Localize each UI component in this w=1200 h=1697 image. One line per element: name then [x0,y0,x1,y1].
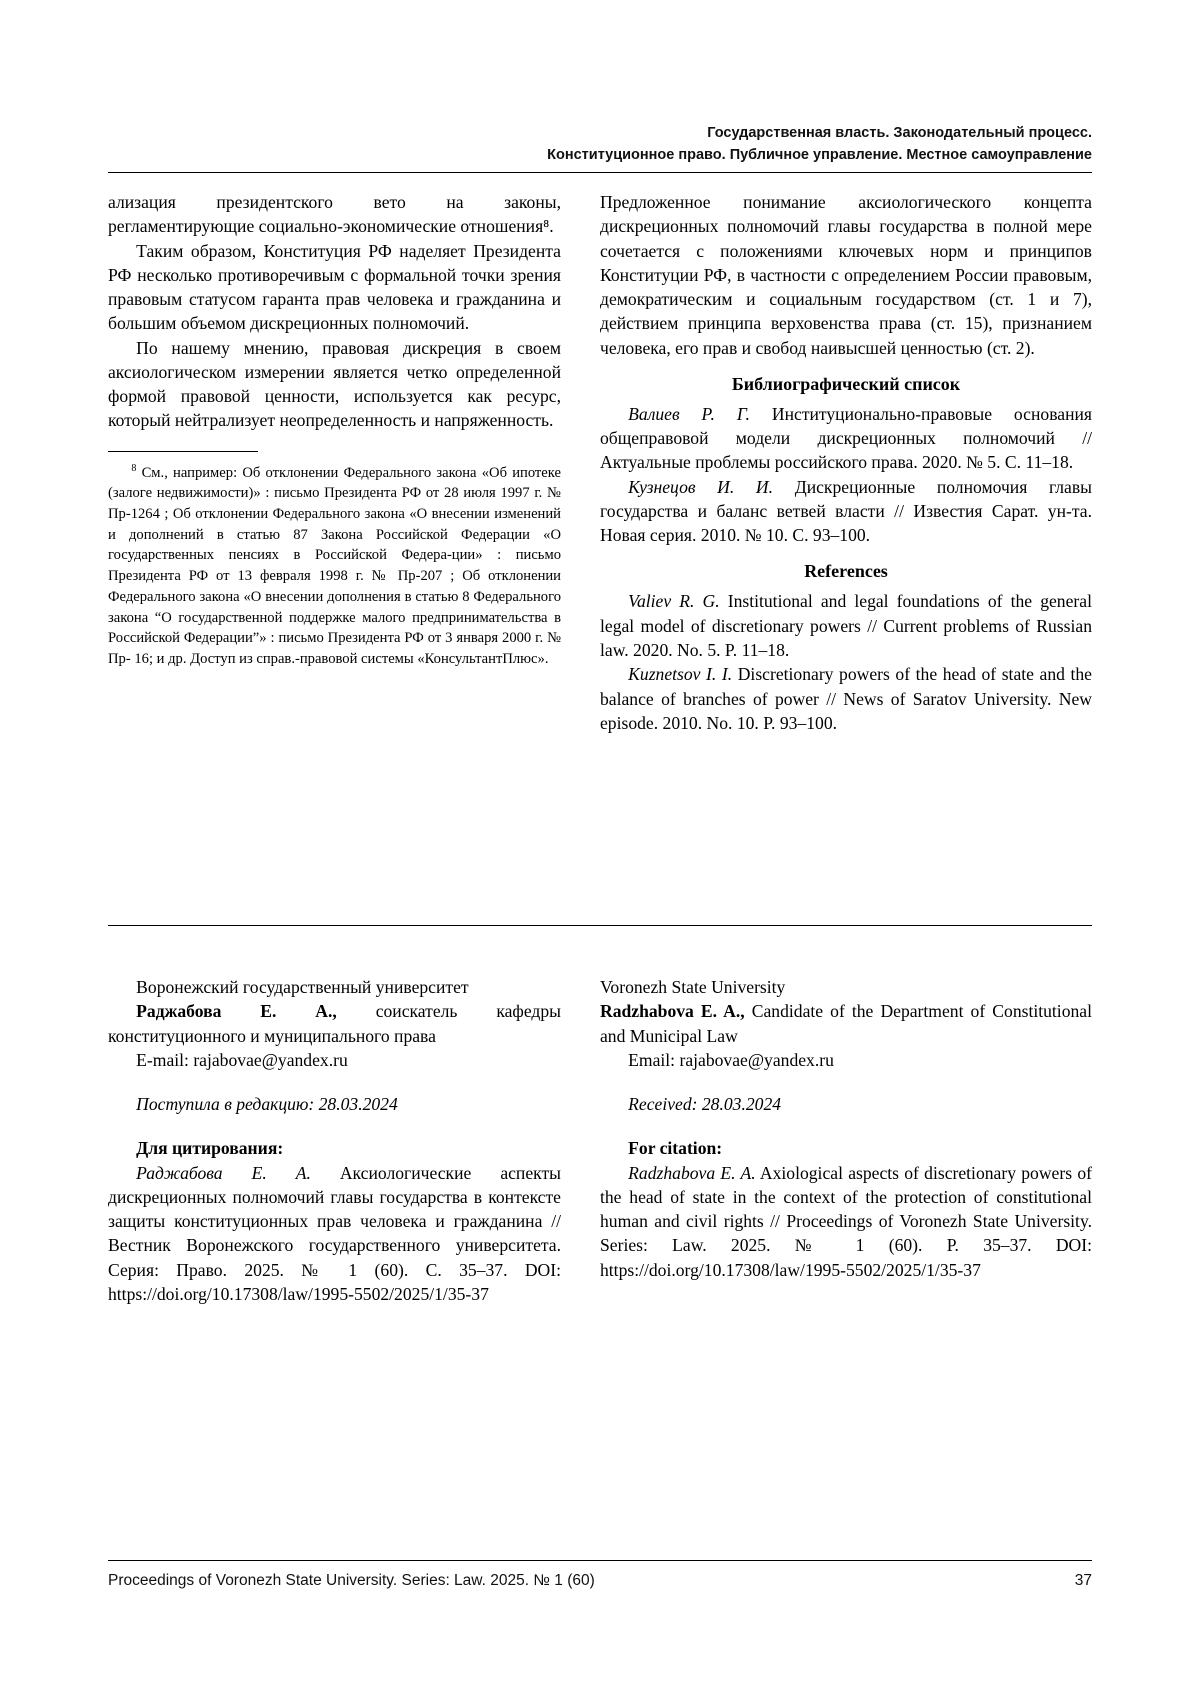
references-heading: References [804,561,888,582]
affiliation-author-line [108,999,561,1048]
affiliation-author-line [600,999,1092,1048]
running-head-line-2: Конституционное право. Публичное управление. Местное самоуправление [547,147,1092,164]
citation-heading: For citation: [628,1138,723,1159]
reference-entry-text: Institutional and legal foundations of the general legal model of discretionary powers // Current problems of Russian law. 2020. No. 5. P. 11–18. [600,591,1092,660]
running-head-line-1: Государственная власть. Законодательный процесс. [707,125,1092,141]
reference-entry [600,662,1092,735]
reference-entry-author: Valiev R. G. [628,591,720,612]
body-paragraph: Таким образом, Конституция РФ наделяет Президента РФ несколько противоречивым с формальной точки зрения правовым статусом гаранта прав человека и гражданина и большим объемом дискреционных полномочий. [108,240,561,334]
bibliography-heading: Библиографический список [731,373,961,394]
body-paragraph: Предложенное понимание аксиологического концепта дискреционных полномочий главы государства в полной мере сочетается с положениями ключевых норм и принципов Конституции РФ, в частности с определением России правовым, демократическим и социальным государством (ст. 1 и 7), действием принципа верховенства права (ст. 15), признанием человека, его прав и свобод наивысшей ценностью (ст. 2). [600,192,1092,358]
affiliation-block-en [600,975,1092,1282]
reference-entry [600,589,1092,662]
affiliation-position: Candidate of the Department of Constitutional and Municipal Law [600,1001,1092,1046]
bibliography-entry-author: Валиев Р. Г. [628,403,750,424]
citation-author: Раджабова Е. А. [136,1162,311,1183]
citation-text-line [108,1161,561,1307]
citation-text: Axiological aspects of discretionary powers of the head of state in the context of the protection of constitutional human and civil rights // Proceedings of Voronezh State University. Series: Law. 2025. № 1 (60). P. 35–37. DOI: https://doi.org/10.17308/law/1995-5502/2025/1/35-37 [600,1162,1092,1280]
citation-text: Аксиологические аспекты дискреционных полномочий главы государства в контексте защиты конституционных прав человека и гражданина // Вестник Воронежского государственного университета. Серия: Право. 2025. № 1 (60). C. 35–37. DOI: https://doi.org/10.17308/law/1995-5502/2025/1/35-37 [108,1162,561,1304]
reference-entry-text: Discretionary powers of the head of state and the balance of branches of power // News of Saratov University. New episode. 2010. No. 10. P. 93–100. [600,664,1092,733]
running-head [108,122,1092,167]
footer-divider [108,1560,1092,1561]
affiliation-position: соискатель кафедры конституционного и муниципального права [108,1001,561,1046]
footer-journal-title: Proceedings of Voronezh State University. Series: Law. 2025. № 1 (60) [108,1572,595,1589]
affiliation-university: Воронежский государственный университет [136,977,469,997]
affiliation-email: Email: rajabovae@yandex.ru [628,1049,834,1070]
affiliation-author: Раджабова Е. А., [136,1001,337,1022]
body-paragraph: ализация президентского вето на законы, регламентирующие социально-экономические отношения⁸. [108,192,561,237]
footnote-marker: 8 [131,462,137,474]
footnote-body: См., например: Об отклонении Федерального закона «Об ипотеке (залоге недвижимости)» : письмо Президента РФ от 28 июля 1997 г. № Пр-1264 ; Об отклонении Федерального закона «О внесении изменений и дополнений в статью 87 Закона Российской Федерации «О государственных пенсиях в Российской Федера-ции» : письмо Президента РФ от 13 февраля 1998 г. № Пр-207 ; Об отклонении Федерального закона «О внесении дополнения в статью 8 Федерального закона “О государственной поддержке малого предпринимательства в Российской Федерации”» : письмо Президента РФ от 3 января 2000 г. № Пр- 16; и др. Доступ из справ.-правовой системы «КонсультантПлюс». [108,464,561,667]
body-paragraph: По нашему мнению, правовая дискреция в своем аксиологическом измерении является четко определенной формой правовой ценности, используется как ресурс, который нейтрализует неопределенность и напряженность. [108,337,561,431]
bibliography-entry-text: Дискреционные полномочия главы государства и баланс ветвей власти // Известия Сарат. ун-та. Новая серия. 2010. № 10. С. 93–100. [600,476,1092,546]
citation-author: Radzhabova E. A. [628,1162,756,1183]
right-column [600,190,1092,735]
bibliography-entry [600,402,1092,475]
reference-entry-author: Kuznetsov I. I. [628,664,733,685]
citation-text-line [600,1161,1092,1282]
bibliography-entry-text: Институционально-правовые основания общеправовой модели дискреционных полномочий // Актуальные проблемы российского права. 2020. № 5. С. 11–18. [600,403,1092,473]
left-column [108,190,561,670]
footnote-divider [108,451,258,452]
page-footer [108,1572,1092,1590]
footnote-text [108,462,561,670]
bibliography-entry [600,475,1092,548]
section-divider [108,925,1092,926]
header-divider [108,172,1092,173]
affiliation-university: Voronezh State University [600,977,786,997]
bibliography-entry-author: Кузнецов И. И. [628,476,774,497]
page-number: 37 [1074,1572,1092,1589]
affiliation-author: Radzhabova E. A., [600,1001,745,1022]
received-date: Received: 28.03.2024 [628,1094,782,1115]
affiliation-email: E-mail: rajabovae@yandex.ru [136,1049,348,1070]
received-date: Поступила в редакцию: 28.03.2024 [136,1094,398,1115]
affiliation-block-ru [108,975,561,1306]
citation-heading: Для цитирования: [136,1138,284,1159]
